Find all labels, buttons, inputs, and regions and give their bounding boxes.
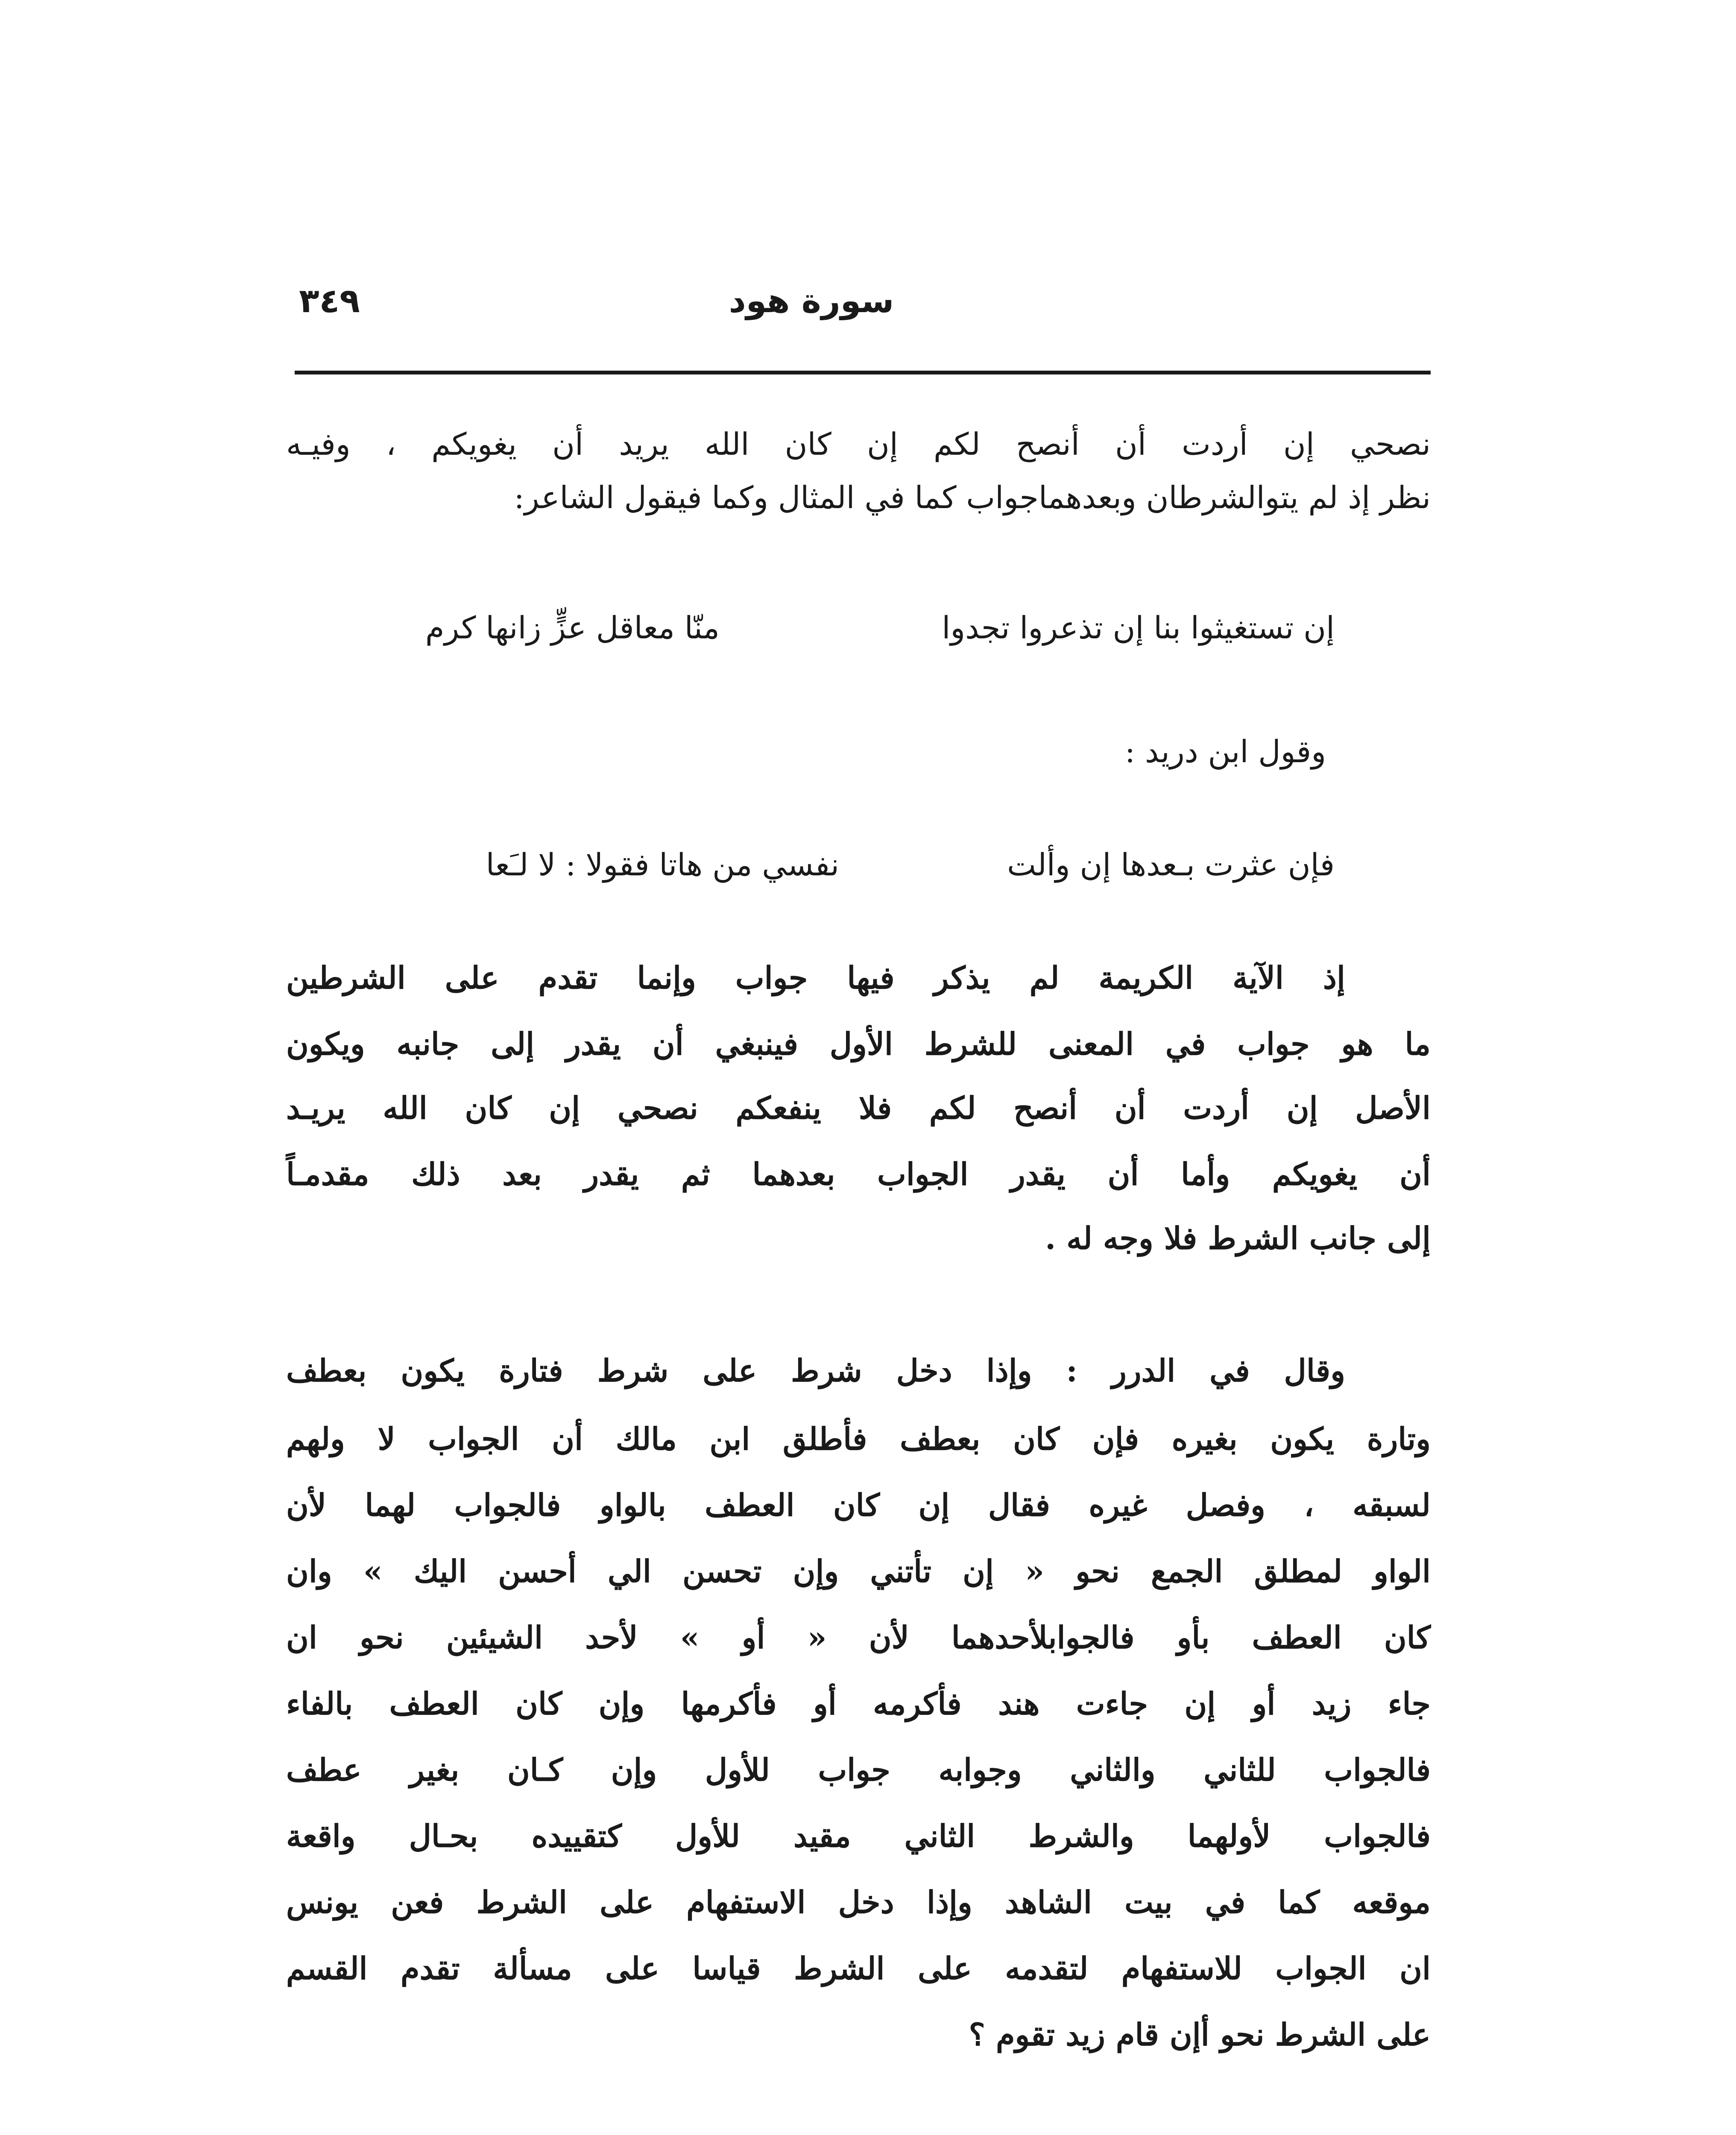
text-line: وتارة يكون بغيره فإن كان بعطف فأطلق ابن مالك أن الجواب لا ولهم [286, 1421, 1431, 1457]
text-line: ان الجواب للاستفهام لتقدمه على الشرط قياسا على مسألة تقدم القسم [286, 1950, 1431, 1986]
verse-hemistich-first: إن تستغيثوا بنا إن تذعروا تجدوا [942, 610, 1335, 646]
text-line: فالجواب لأولهما والشرط الثاني مقيد للأول كتقييده بحـال واقعة [286, 1818, 1431, 1854]
text-line: موقعه كما في بيت الشاهد وإذا دخل الاستفهام على الشرط فعن يونس [286, 1884, 1431, 1920]
text-line: كان العطف بأو فالجوابلأحدهما لأن « أو » لأحد الشيئين نحو ان [286, 1619, 1431, 1655]
verse-hemistich-first: فإن عثرت بـعدها إن وألت [1007, 847, 1335, 883]
text-line: لسبقه ، وفصل غيره فقال إن كان العطف بالواو فالجواب لهما لأن [286, 1487, 1431, 1523]
text-line: إلى جانب الشرط فلا وجه له . [1045, 1220, 1431, 1256]
header-rule [295, 371, 1431, 374]
text-line: نظر إذ لم يتوالشرطان وبعدهماجواب كما في المثال وكما فيقول الشاعر: [514, 480, 1431, 515]
running-head: سورة هود [729, 282, 894, 320]
text-line: الأصل إن أردت أن أنصح لكم فلا ينفعكم نصحي إن كان الله يريـد [286, 1090, 1431, 1126]
text-line: فالجواب للثاني والثاني وجوابه جواب للأول وإن كـان بغير عطف [286, 1752, 1431, 1788]
text-line: جاء زيد أو إن جاءت هند فأكرمه أو فأكرمها وإن كان العطف بالفاء [286, 1685, 1431, 1722]
verse-hemistich-second: منّا معاقل عزٍّ زانها كرم [425, 610, 720, 646]
text-line: على الشرط نحو أإن قام زيد تقوم ؟ [969, 2016, 1431, 2053]
text-line: ما هو جواب في المعنى للشرط الأول فينبغي أن يقدر إلى جانبه ويكون [286, 1026, 1431, 1062]
text-line: نصحي إن أردت أن أنصح لكم إن كان الله يريد أن يغويكم ، وفيـه [286, 426, 1431, 462]
page-number: ٣٤٩ [299, 282, 360, 320]
text-line: إذ الآية الكريمة لم يذكر فيها جواب وإنما تقدم على الشرطين [286, 959, 1345, 996]
verse-hemistich-second: نفسي من هاتا فقولا : لا لـَعا [486, 847, 839, 883]
verse-intro: وقول ابن دريد : [1124, 734, 1326, 769]
text-line: أن يغويكم وأما أن يقدر الجواب بعدهما ثم يقدر بعد ذلك مقدمـاً [286, 1156, 1431, 1192]
text-line: وقال في الدرر : وإذا دخل شرط على شرط فتارة يكون بعطف [286, 1352, 1345, 1389]
text-line: الواو لمطلق الجمع نحو « إن تأتني وإن تحسن الي أحسن اليك » وان [286, 1553, 1431, 1589]
